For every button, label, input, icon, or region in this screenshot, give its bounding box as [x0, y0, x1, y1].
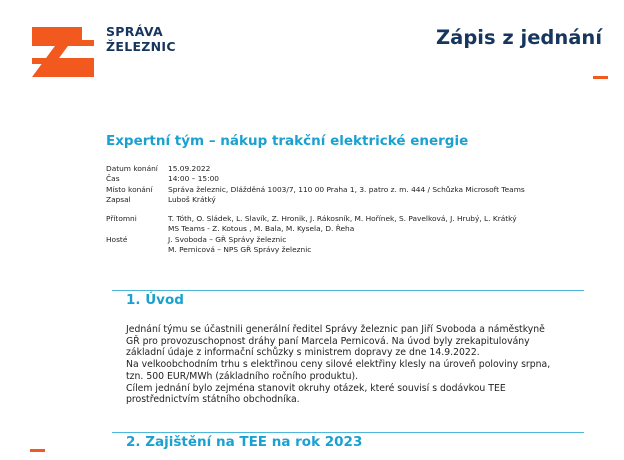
paragraph-line: Jednání týmu se účastnili generální ředitel Správy železnic pan Jiří Svoboda a náměstkyně — [126, 324, 545, 335]
meeting-title: Expertní tým – nákup trakční elektrické energie — [106, 133, 469, 149]
field-label-time: Čas — [106, 174, 120, 184]
field-value-place: Správa železnic, Dlážděná 1003/7, 110 00 Praha 1, 3. patro z. m. 444 / Schůzka Microsoft Teams — [168, 184, 525, 194]
paragraph-line: Cílem jednání bylo zejména stanovit okruhy otázek, které souvisí s dodávkou TEE — [126, 382, 506, 394]
section-2-rule — [112, 432, 584, 433]
attendees-line-2: MS Teams - Z. Kotous , M. Bala, M. Kysela, D. Řeha — [168, 224, 355, 234]
field-label-recorder: Zapsal — [106, 195, 131, 205]
field-value-date: 15.09.2022 — [168, 164, 211, 173]
attendees-label: Přítomni — [106, 214, 137, 223]
document-title: Zápis z jednání — [436, 26, 602, 49]
attendees-line-1: T. Tóth, O. Sládek, L. Slavík, Z. Hronik, J. Rákosník, M. Hořínek, S. Pavelková, J. Hrubý, L. Krátký — [168, 214, 517, 223]
brand-line-2: ŽELEZNIC — [106, 39, 176, 54]
section-2-heading: 2. Zajištění na TEE na rok 2023 — [126, 434, 363, 450]
accent-dash-right — [593, 76, 608, 79]
guests-line-2: M. Pernicová – NPS GŘ Správy železnic — [168, 245, 312, 255]
paragraph-line: GŘ pro provozuschopnost dráhy paní Marcela Pernicová. Na úvod byly zrekapitulovány — [126, 335, 530, 347]
brand-line-1: SPRÁVA — [106, 24, 163, 39]
paragraph-line: základní údaje z informační schůzky s ministrem dopravy ze dne 14.9.2022. — [126, 347, 480, 359]
section-1-rule — [112, 290, 584, 291]
field-label-date: Datum konání — [106, 164, 158, 173]
paragraph-line: prostřednictvím státního obchodníka. — [126, 394, 300, 406]
guests-line-1: J. Svoboda – GŘ Správy železnic — [168, 234, 287, 244]
field-label-place: Místo konání — [106, 184, 153, 194]
field-value-recorder: Luboš Krátký — [168, 195, 216, 205]
section-1-paragraph — [126, 324, 596, 406]
brand-name — [106, 24, 176, 54]
paragraph-line: Na velkoobchodním trhu s elektřinou ceny silové elektřiny klesly na úroveň poloviny srpna, — [126, 359, 551, 371]
accent-dash-left — [30, 449, 45, 452]
paragraph-line: tzn. 500 EUR/MWh (základního ročního produktu). — [126, 370, 359, 382]
spravazeleznic-logo-icon — [32, 27, 94, 77]
section-1-heading: 1. Úvod — [126, 292, 184, 308]
guests-label: Hosté — [106, 234, 128, 244]
field-value-time: 14:00 – 15:00 — [168, 174, 219, 184]
